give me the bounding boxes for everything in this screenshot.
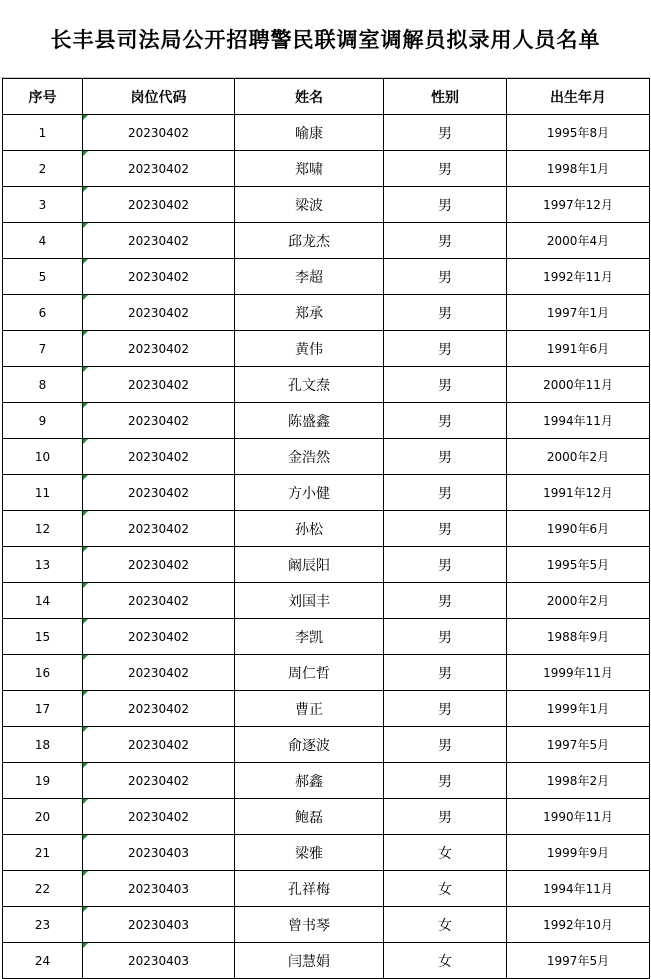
header-gender: 性别 [384,79,507,115]
cell-seq: 24 [3,943,83,979]
cell-gender: 男 [384,403,507,439]
cell-gender: 女 [384,835,507,871]
cell-name: 梁雅 [235,835,384,871]
cell-seq: 15 [3,619,83,655]
cell-post-code: 20230402 [83,547,235,583]
cell-gender: 男 [384,223,507,259]
table-row [3,727,650,763]
cell-post-code: 20230402 [83,763,235,799]
cell-post-code: 20230402 [83,583,235,619]
cell-birth: 1992年11月 [507,259,650,295]
table-row [3,187,650,223]
table-row [3,871,650,907]
table-row [3,295,650,331]
cell-gender: 男 [384,799,507,835]
table-row [3,835,650,871]
cell-gender: 男 [384,583,507,619]
cell-birth: 1995年5月 [507,547,650,583]
cell-name: 俞逐波 [235,727,384,763]
header-name: 姓名 [235,79,384,115]
cell-gender: 男 [384,295,507,331]
cell-post-code: 20230403 [83,943,235,979]
cell-name: 曾书琴 [235,907,384,943]
cell-gender: 女 [384,943,507,979]
cell-birth: 1999年11月 [507,655,650,691]
cell-post-code: 20230402 [83,475,235,511]
cell-seq: 2 [3,151,83,187]
cell-seq: 9 [3,403,83,439]
cell-birth: 1999年9月 [507,835,650,871]
cell-gender: 男 [384,547,507,583]
cell-gender: 男 [384,691,507,727]
page-title: 长丰县司法局公开招聘警民联调室调解员拟录用人员名单 [0,0,651,78]
cell-birth: 1990年11月 [507,799,650,835]
table-row [3,547,650,583]
cell-post-code: 20230402 [83,439,235,475]
cell-name: 刘国丰 [235,583,384,619]
cell-post-code: 20230402 [83,115,235,151]
header-post-code: 岗位代码 [83,79,235,115]
cell-name: 方小健 [235,475,384,511]
cell-birth: 1991年6月 [507,331,650,367]
cell-name: 周仁哲 [235,655,384,691]
cell-post-code: 20230402 [83,331,235,367]
cell-post-code: 20230403 [83,907,235,943]
cell-post-code: 20230402 [83,187,235,223]
cell-birth: 2000年2月 [507,439,650,475]
cell-seq: 3 [3,187,83,223]
cell-gender: 男 [384,367,507,403]
cell-gender: 男 [384,475,507,511]
cell-birth: 1998年2月 [507,763,650,799]
cell-name: 黄伟 [235,331,384,367]
cell-name: 鲍磊 [235,799,384,835]
table-row [3,511,650,547]
table-row [3,763,650,799]
cell-birth: 1997年5月 [507,727,650,763]
cell-post-code: 20230402 [83,799,235,835]
cell-name: 李凯 [235,619,384,655]
table-row [3,367,650,403]
cell-post-code: 20230402 [83,655,235,691]
cell-post-code: 20230402 [83,151,235,187]
cell-gender: 男 [384,331,507,367]
cell-gender: 男 [384,655,507,691]
cell-post-code: 20230403 [83,871,235,907]
cell-seq: 13 [3,547,83,583]
cell-seq: 19 [3,763,83,799]
header-row [3,79,650,115]
cell-seq: 11 [3,475,83,511]
cell-birth: 1994年11月 [507,871,650,907]
cell-post-code: 20230402 [83,511,235,547]
cell-gender: 女 [384,871,507,907]
cell-gender: 男 [384,115,507,151]
table-row [3,403,650,439]
cell-birth: 1991年12月 [507,475,650,511]
cell-gender: 男 [384,511,507,547]
cell-name: 孔祥梅 [235,871,384,907]
cell-birth: 1997年5月 [507,943,650,979]
table-row [3,655,650,691]
cell-name: 曹正 [235,691,384,727]
cell-post-code: 20230402 [83,403,235,439]
cell-seq: 12 [3,511,83,547]
header-seq: 序号 [3,79,83,115]
cell-gender: 男 [384,259,507,295]
cell-gender: 男 [384,619,507,655]
cell-seq: 5 [3,259,83,295]
table-row [3,691,650,727]
cell-seq: 22 [3,871,83,907]
cell-birth: 1999年1月 [507,691,650,727]
cell-birth: 1994年11月 [507,403,650,439]
cell-seq: 4 [3,223,83,259]
cell-birth: 2000年11月 [507,367,650,403]
cell-post-code: 20230402 [83,367,235,403]
cell-gender: 男 [384,151,507,187]
cell-name: 梁波 [235,187,384,223]
cell-birth: 1995年8月 [507,115,650,151]
cell-seq: 6 [3,295,83,331]
cell-gender: 男 [384,763,507,799]
cell-post-code: 20230402 [83,295,235,331]
cell-post-code: 20230402 [83,691,235,727]
cell-name: 陈盛鑫 [235,403,384,439]
header-birth: 出生年月 [507,79,650,115]
cell-seq: 21 [3,835,83,871]
cell-birth: 1997年1月 [507,295,650,331]
cell-name: 孙松 [235,511,384,547]
cell-seq: 10 [3,439,83,475]
cell-seq: 20 [3,799,83,835]
cell-post-code: 20230403 [83,835,235,871]
cell-seq: 7 [3,331,83,367]
table-row [3,619,650,655]
cell-seq: 17 [3,691,83,727]
table-row [3,583,650,619]
table-row [3,943,650,979]
cell-name: 李超 [235,259,384,295]
table-row [3,115,650,151]
cell-name: 郝鑫 [235,763,384,799]
cell-name: 阚辰阳 [235,547,384,583]
cell-name: 邱龙杰 [235,223,384,259]
table-row [3,223,650,259]
cell-seq: 8 [3,367,83,403]
cell-seq: 14 [3,583,83,619]
cell-seq: 16 [3,655,83,691]
table-row [3,259,650,295]
cell-post-code: 20230402 [83,259,235,295]
cell-seq: 23 [3,907,83,943]
cell-gender: 女 [384,907,507,943]
cell-name: 金浩然 [235,439,384,475]
cell-name: 闫慧娟 [235,943,384,979]
cell-seq: 1 [3,115,83,151]
table-row [3,439,650,475]
cell-gender: 男 [384,727,507,763]
cell-post-code: 20230402 [83,727,235,763]
cell-name: 喻康 [235,115,384,151]
cell-post-code: 20230402 [83,619,235,655]
cell-birth: 1988年9月 [507,619,650,655]
table-row [3,799,650,835]
cell-birth: 2000年2月 [507,583,650,619]
cell-gender: 男 [384,187,507,223]
table-row [3,475,650,511]
cell-name: 孔文焘 [235,367,384,403]
cell-name: 郑承 [235,295,384,331]
cell-birth: 1998年1月 [507,151,650,187]
cell-seq: 18 [3,727,83,763]
cell-post-code: 20230402 [83,223,235,259]
cell-gender: 男 [384,439,507,475]
cell-birth: 2000年4月 [507,223,650,259]
table-row [3,331,650,367]
table-row [3,151,650,187]
cell-birth: 1997年12月 [507,187,650,223]
cell-name: 郑啸 [235,151,384,187]
table-row [3,907,650,943]
cell-birth: 1990年6月 [507,511,650,547]
candidate-table [2,78,650,979]
cell-birth: 1992年10月 [507,907,650,943]
